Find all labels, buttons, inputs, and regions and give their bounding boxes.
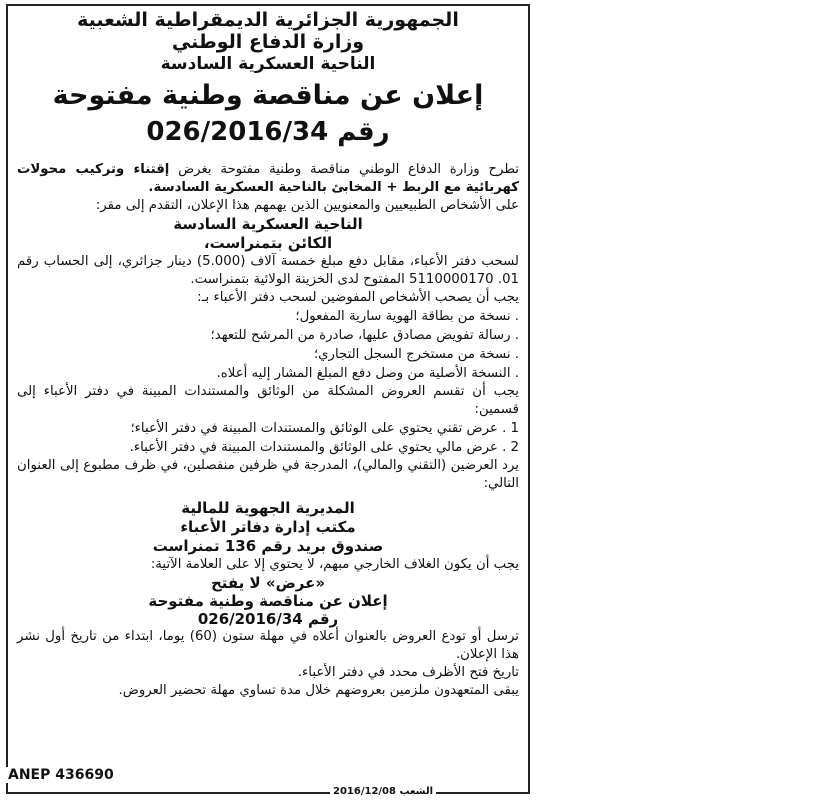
- offers-intro: يجب أن تقسم العروض المشكلة من الوثائق والمستندات المبينة في دفتر الأعباء إلى قسمين:: [17, 384, 519, 417]
- envelope-intro: يجب أن يكون الغلاف الخارجي مبهم، لا يحتوي إلا على العلامة الآتية:: [150, 557, 519, 572]
- announcement-reference: رقم 026/2016/34: [146, 117, 390, 147]
- list-item: 1 . عرض تقني يحتوي على الوثائق والمستندات المبينة في دفتر الأعباء؛: [130, 421, 519, 436]
- offers-list: [17, 419, 519, 457]
- payment-text: لسحب دفتر الأعباء، مقابل دفع مبلغ خمسة آلاف (5.000) دينار جزائري، إلى الحساب رقم 01. 5110000170 المفتوح لدى الخزينة الولائية بتمنراست.: [17, 254, 519, 287]
- intro-paragraph: [17, 161, 519, 197]
- list-item: . نسخة من مستخرج السجل التجاري؛: [313, 347, 519, 362]
- address-line: المديرية الجهوية للمالية: [181, 499, 355, 517]
- invitation-text: على الأشخاص الطبيعيين والمعنويين الذين يهمهم هذا الإعلان، التقدم إلى مقر:: [95, 198, 519, 213]
- place-location: الكائن بتمنراست،: [203, 234, 333, 252]
- opening-text: تاريخ فتح الأظرف محدد في دفتر الأعباء.: [297, 665, 519, 680]
- commitment-text: يبقى المتعهدون ملزمين بعروضهم خلال مدة تساوي مهلة تحضير العروض.: [118, 683, 519, 698]
- header-ministry: وزارة الدفاع الوطني: [171, 31, 365, 53]
- list-item: . نسخة من بطاقة الهوية سارية المفعول؛: [295, 309, 519, 324]
- announcement-title: إعلان عن مناقصة وطنية مفتوحة: [52, 80, 484, 111]
- header-region: الناحية العسكرية السادسة: [160, 54, 376, 74]
- delegates-text: يجب أن يصحب الأشخاص المفوضين لسحب دفتر الأعباء بـ:: [197, 290, 519, 305]
- place-name: الناحية العسكرية السادسة: [173, 215, 363, 233]
- return-text: يرد العرضين (التقني والمالي)، المدرجة في ظرفين منفصلين، في ظرف مطبوع إلى العنوان التالي:: [17, 458, 519, 491]
- announcement-frame: [6, 4, 530, 794]
- requirements-list: [17, 307, 519, 383]
- list-item: 2 . عرض مالي يحتوي على الوثائق والمستندات المبينة في دفتر الأعباء.: [129, 440, 519, 455]
- address-line: مكتب إدارة دفاتر الأعباء: [180, 518, 356, 536]
- intro-text: تطرح وزارة الدفاع الوطني مناقصة وطنية مفتوحة بغرض: [178, 162, 519, 177]
- intro-subject: إقتناء وتركيب محولات كهربائية مع الربط + المخابئ بالناحية العسكرية السادسة.: [17, 162, 519, 195]
- list-item: . النسخة الأصلية من وصل دفع المبلغ المشار إليه أعلاه.: [216, 366, 519, 381]
- envelope-mark: «عرض» لا يفتح: [210, 574, 326, 592]
- address-line: صندوق بريد رقم 136 تمنراست: [152, 537, 384, 555]
- deadline-text: ترسل أو تودع العروض بالعنوان أعلاه في مهلة ستون (60) يوما، ابتداء من تاريخ أول نشر هذا الإعلان.: [17, 629, 520, 662]
- header-republic: الجمهورية الجزائرية الديمقراطية الشعبية: [77, 9, 459, 31]
- anep-code: ANEP 436690: [6, 767, 118, 783]
- footer-source: الشعب 2016/12/08: [330, 786, 436, 797]
- envelope-reference: رقم 026/2016/34: [197, 610, 339, 628]
- header: [17, 9, 519, 75]
- list-item: . رسالة تفويض مصادق عليها، صادرة من المرشح للتعهد؛: [210, 328, 519, 343]
- envelope-title: إعلان عن مناقصة وطنية مفتوحة: [148, 592, 388, 610]
